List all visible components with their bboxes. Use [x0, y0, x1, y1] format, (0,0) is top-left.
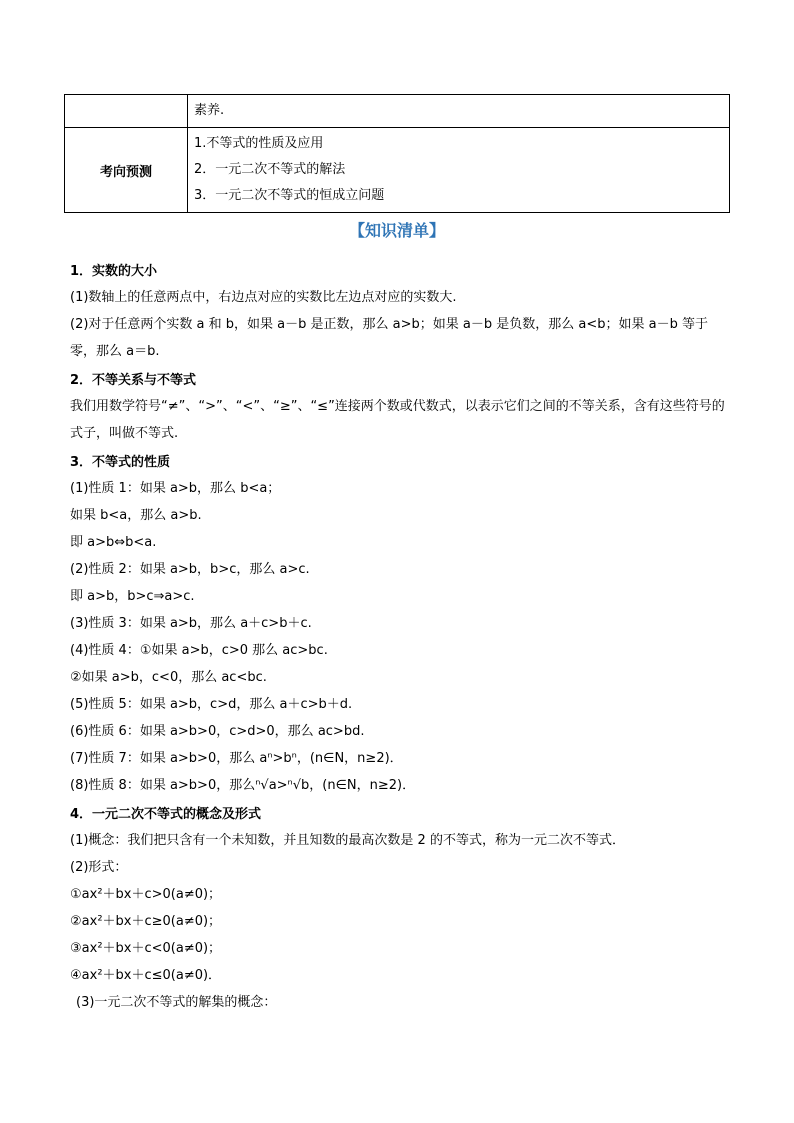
table-cell-forecast-items: [188, 128, 730, 213]
text-line: ③ax²＋bx＋c<0(a≠0)；: [70, 941, 222, 956]
text-line: (6)性质 6：如果 a>b>0，c>d>0，那么 ac>bd.: [70, 724, 365, 739]
text-line: 如果 b<a，那么 a>b.: [70, 508, 202, 523]
text-line: (7)性质 7：如果 a>b>0，那么 aⁿ>bⁿ，(n∈N，n≥2)．: [70, 751, 403, 766]
text-line: ②ax²＋bx＋c≥0(a≠0)；: [70, 914, 222, 929]
text-line: ④ax²＋bx＋c≤0(a≠0)．: [70, 968, 222, 983]
text-line: (1)数轴上的任意两点中，右边点对应的实数比左边点对应的实数大.: [70, 290, 457, 305]
knowledge-list-heading: 【知识清单】: [348, 221, 445, 240]
text-line: (5)性质 5：如果 a>b，c>d，那么 a＋c>b＋d.: [70, 697, 353, 712]
text-line: (8)性质 8：如果 a>b>0，那么ⁿ√a>ⁿ√b，(n∈N，n≥2)．: [70, 778, 416, 793]
text-line: (3)性质 3：如果 a>b，那么 a＋c>b＋c.: [70, 616, 312, 631]
table-row: [65, 128, 730, 213]
text-line: 即 a>b⇔b<a.: [70, 535, 157, 550]
section-title: 3．不等式的性质: [70, 455, 171, 470]
forecast-item: 2．一元二次不等式的解法: [194, 162, 346, 177]
text-line: ①ax²＋bx＋c>0(a≠0)；: [70, 887, 222, 902]
section-title: 2．不等关系与不等式: [70, 373, 197, 388]
table-row: [65, 95, 730, 128]
text-line: (1)概念：我们把只含有一个未知数，并且知数的最高次数是 2 的不等式，称为一元二次不等式．: [70, 833, 625, 848]
text-line: ②如果 a>b，c<0，那么 ac<bc.: [70, 670, 267, 685]
section-title: 1．实数的大小: [70, 264, 158, 279]
text-line: 我们用数学符号“≠”、“>”、“<”、“≥”、“≤”连接两个数或代数式，以表示它们之间的不等关系，含有这些符号的式子，叫做不等式.: [70, 399, 725, 441]
table-cell-text: 素养.: [194, 103, 225, 118]
text-line: (4)性质 4：①如果 a>b，c>0 那么 ac>bc.: [70, 643, 328, 658]
forecast-item: 3．一元二次不等式的恒成立问题: [194, 188, 385, 203]
text-line: (3)一元二次不等式的解集的概念：: [76, 995, 277, 1010]
table-label-forecast: 考向预测: [65, 128, 188, 213]
text-line: (2)形式：: [70, 860, 128, 875]
info-table: [64, 94, 730, 213]
text-line: 即 a>b，b>c⇒a>c.: [70, 589, 195, 604]
text-line: (2)对于任意两个实数 a 和 b，如果 a－b 是正数，那么 a>b；如果 a－b 是负数，那么 a<b；如果 a－b 等于零，那么 a＝b.: [70, 317, 708, 359]
forecast-item: 1.不等式的性质及应用: [194, 136, 324, 151]
text-line: (2)性质 2：如果 a>b，b>c，那么 a>c.: [70, 562, 310, 577]
table-label-empty: [65, 95, 188, 128]
table-cell-literacy: [188, 95, 730, 128]
section-title: 4．一元二次不等式的概念及形式: [70, 807, 262, 822]
document-body: [70, 256, 730, 1016]
text-line: (1)性质 1：如果 a>b，那么 b<a；: [70, 481, 281, 496]
